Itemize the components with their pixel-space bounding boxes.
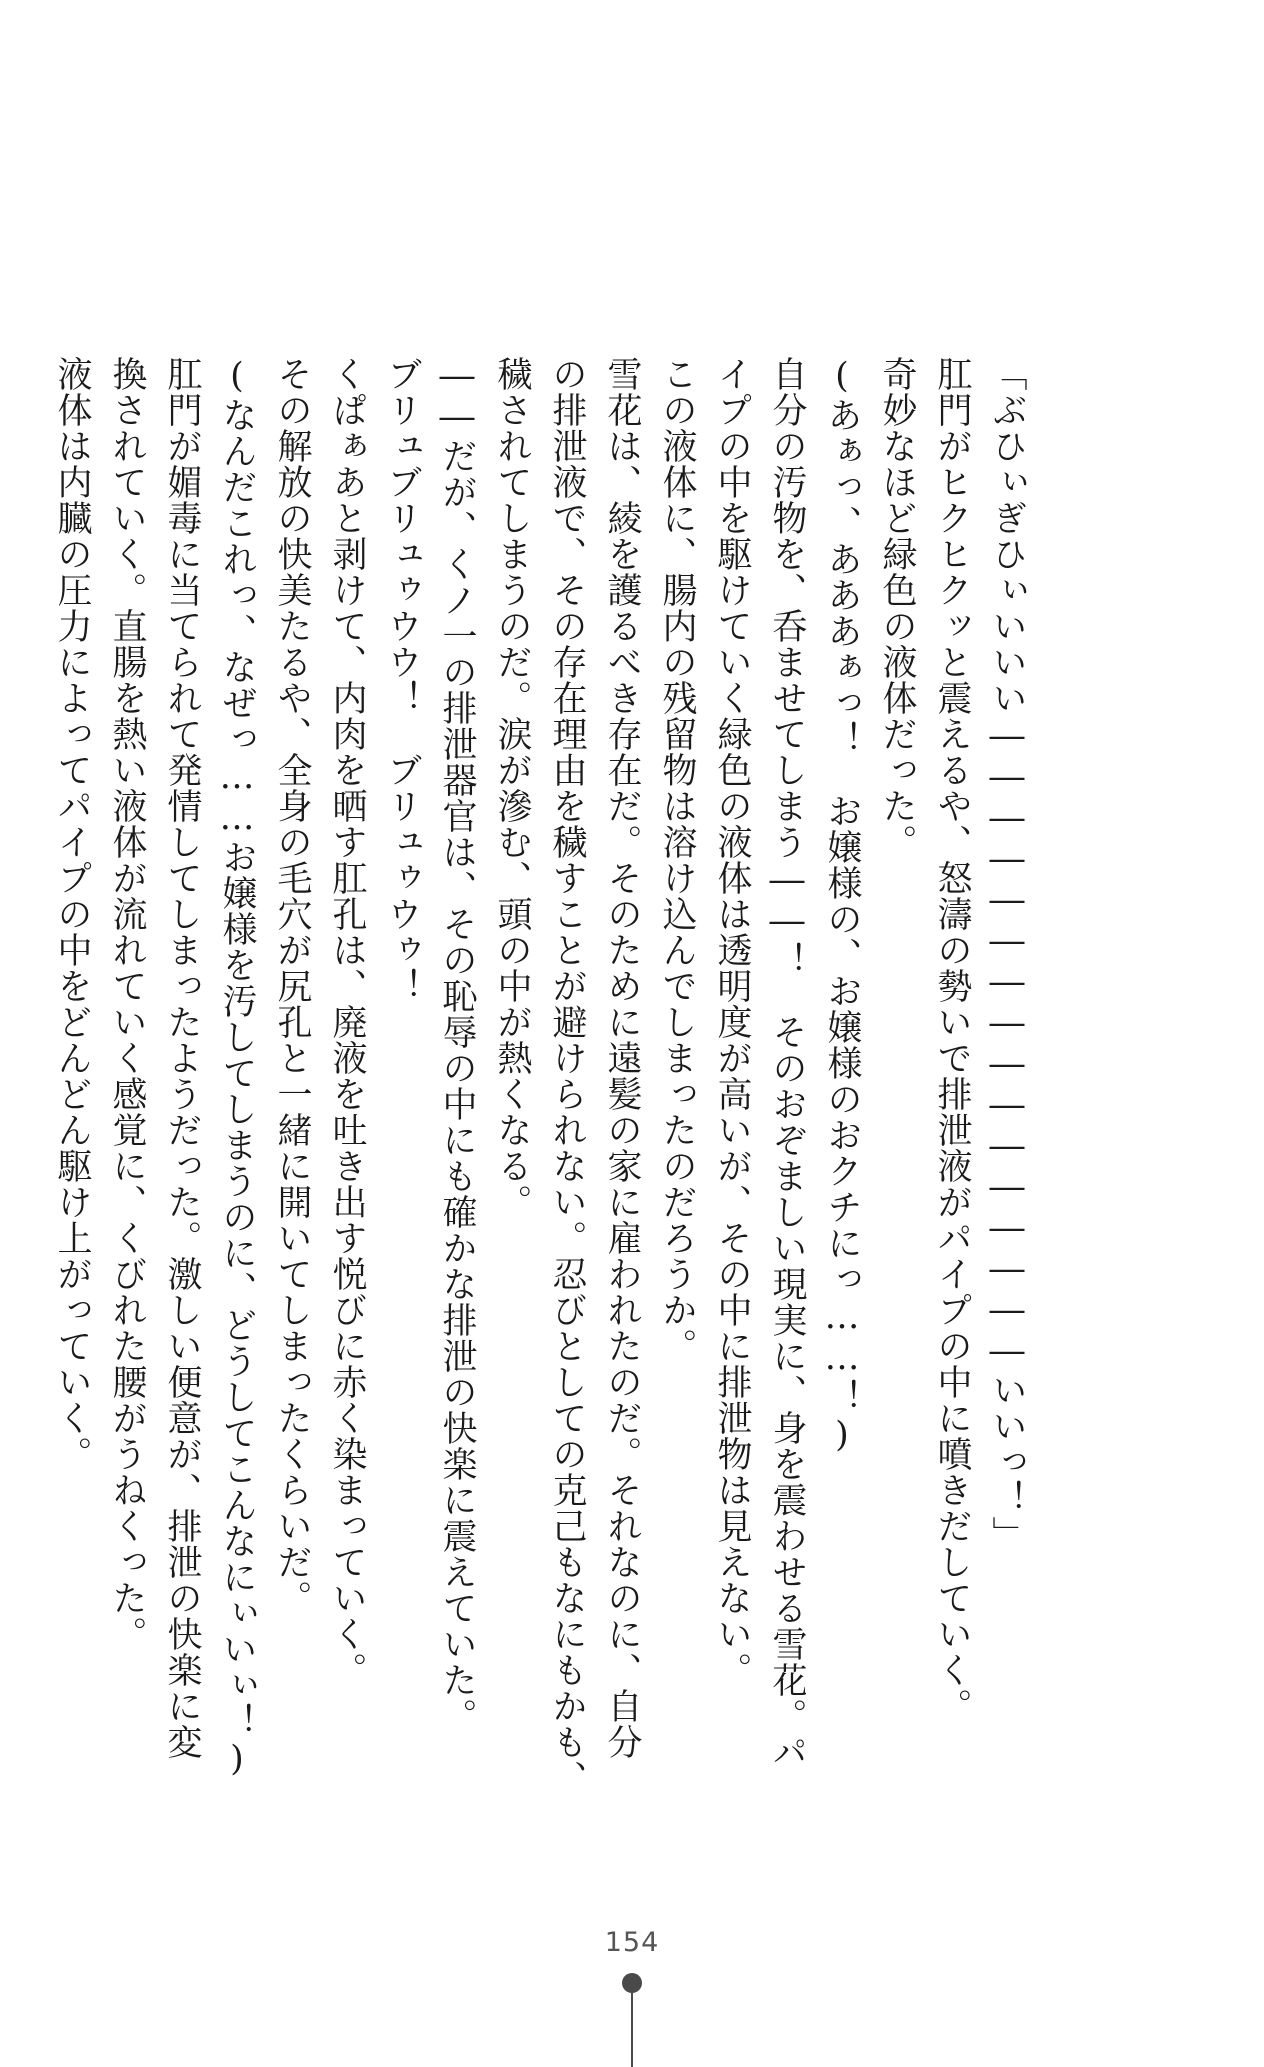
page-marker-rule (631, 1993, 633, 2067)
page-marker-dot (622, 1973, 642, 1993)
text-line: 自分の汚物を、呑ませてしまう――！ そのおぞましい現実に、身を震わせる雪花。パ (767, 356, 807, 1770)
text-line: 液体は内臓の圧力によってパイプの中をどんどん駆け上がっていく。 (52, 356, 92, 1472)
page-number: 154 (604, 1927, 660, 1958)
text-line: 肛門が媚毒に当てられて発情してしまったようだった。激しい便意が、排泄の快楽に変 (162, 356, 202, 1760)
text-line: の排泄液で、その存在理由を穢すことが避けられない。忍びとしての克己もなにもかも、 (547, 356, 587, 1796)
text-line: 肛門がヒクヒクッと震えるや、怒濤の勢いで排泄液がパイプの中に噴きだしていく。 (932, 356, 972, 1724)
text-line: 換されていく。直腸を熱い液体が流れていく感覚に、くびれた腰がうねくった。 (107, 356, 147, 1652)
vertical-text-block (44, 356, 1034, 1796)
text-line: イプの中を駆けていく緑色の液体は透明度が高いが、その中に排泄物は見えない。 (712, 356, 752, 1688)
text-line: 奇妙なほど緑色の液体だった。 (877, 356, 917, 860)
text-line: (あぁっ、あああぁっ！ お嬢様の、お嬢様のおクチにっ……！) (822, 356, 862, 1456)
text-line: くぱぁあと剥けて、内肉を晒す肛孔は、廃液を吐き出す悦びに赤く染まっていく。 (327, 356, 367, 1688)
text-line: (なんだこれっ、なぜっ……お嬢様を汚してしまうのに、どうしてこんなにぃいぃ！) (217, 356, 257, 1780)
text-line: 穢されてしまうのだ。涙が滲む、頭の中が熱くなる。 (492, 356, 532, 1220)
text-line: ――だが、くノ一の排泄器官は、その恥辱の中にも確かな排泄の快楽に震えていた。 (437, 356, 477, 1734)
text-line: ブリュブリュゥウウ！ ブリュゥウゥ！ (382, 356, 422, 1004)
text-line: この液体に、腸内の残留物は溶け込んでしまったのだろうか。 (657, 356, 697, 1364)
text-line: 雪花は、綾を護るべき存在だ。そのために遠髪の家に雇われたのだ。それなのに、自分 (602, 356, 642, 1760)
text-line: その解放の快美たるや、全身の毛穴が尻孔と一緒に開いてしまったくらいだ。 (272, 356, 312, 1616)
text-line: 「ぶひぃぎひぃいいい――――――――――――――――いいっ！」 (987, 356, 1027, 1552)
